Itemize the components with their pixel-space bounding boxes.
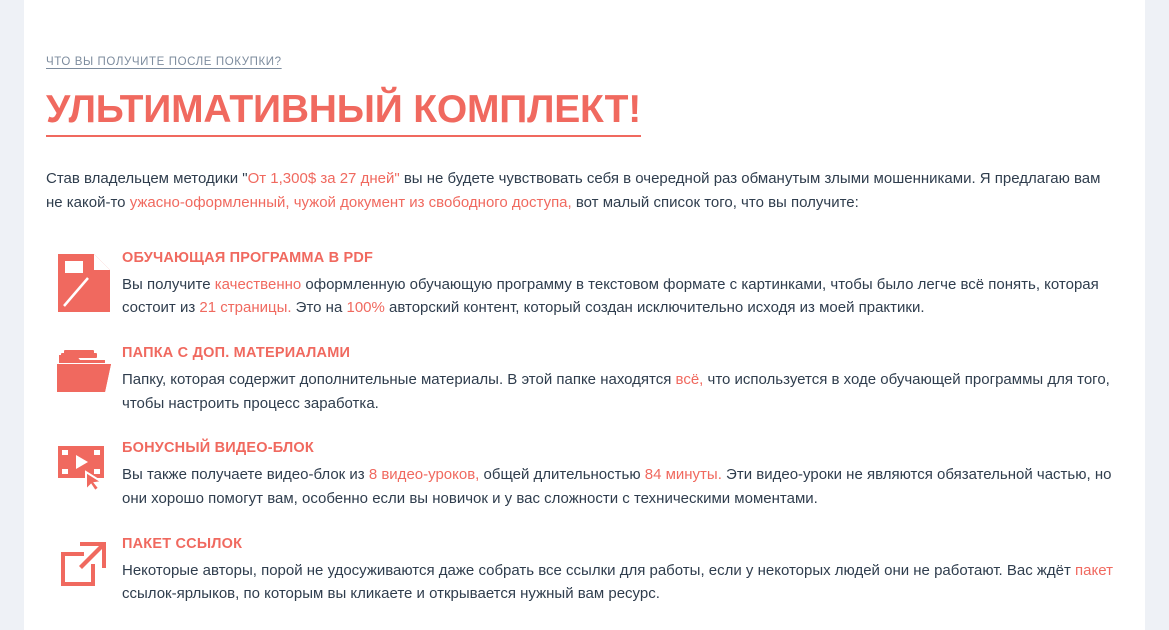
video-click-icon — [46, 440, 122, 492]
external-link-icon — [46, 536, 122, 590]
intro-part1: Став владельцем методики " — [46, 169, 248, 187]
intro-part3: вот малый список того, что вы получите: — [571, 194, 859, 212]
text-run: Некоторые авторы, порой не удосуживаются даже собрать все ссылки для работы, если у некоторых людей они не работают. Вас ждёт — [122, 561, 1076, 579]
pdf-document-icon — [46, 250, 122, 314]
right-decorative-rail — [1145, 0, 1169, 630]
intro-highlight-warning: ужасно-оформленный, чужой документ из свободного доступа, — [129, 194, 572, 212]
feature-text — [122, 559, 1115, 606]
feature-body — [122, 345, 1115, 415]
left-decorative-rail — [0, 0, 24, 630]
text-run: Вы получите — [122, 275, 215, 293]
feature-item — [46, 345, 1115, 415]
feature-body — [122, 536, 1115, 606]
feature-title: ОБУЧАЮЩАЯ ПРОГРАММА В PDF — [122, 249, 374, 266]
text-run: Это на — [291, 299, 347, 317]
text-run-highlight: 100% — [346, 299, 385, 317]
feature-text — [122, 368, 1115, 415]
page-title: УЛЬТИМАТИВНЫЙ КОМПЛЕКТ! — [46, 90, 641, 137]
text-run: ссылок-ярлыков, по которым вы кликаете и открывается нужный вам ресурс. — [122, 585, 660, 603]
text-run-highlight: качественно — [214, 275, 302, 293]
intro-highlight-price: От 1,300$ за 27 дней" — [247, 169, 400, 187]
feature-text — [122, 463, 1115, 510]
text-run: Эти видео-уроки не являются обязательной частью, но они хорошо помогут вам, особенно если вы новичок и у вас сложности с техническими моментами. — [122, 466, 1112, 507]
feature-title: ПАПКА С ДОП. МАТЕРИАЛАМИ — [122, 344, 351, 361]
text-run-highlight: 8 видео-уроков, — [368, 466, 480, 484]
features-list — [46, 250, 1115, 607]
feature-title: БОНУСНЫЙ ВИДЕО-БЛОК — [122, 440, 314, 457]
feature-item — [46, 440, 1115, 510]
intro-paragraph — [46, 167, 1115, 216]
text-run: общей длительностью — [479, 466, 645, 484]
text-run: оформленную обучающую программу в текстовом формате с картинками, чтобы было легче всё понять, которая состоит из — [122, 275, 1099, 317]
document-page — [24, 0, 1145, 630]
folder-icon — [46, 345, 122, 397]
text-run: Папку, которая содержит дополнительные материалы. В этой папке находятся — [122, 370, 676, 388]
feature-body — [122, 250, 1115, 320]
text-run-highlight: пакет — [1075, 561, 1113, 579]
text-run: Вы также получаете видео-блок из — [122, 466, 369, 484]
text-run: что используется в ходе обучающей программы для того, чтобы настроить процесс заработка. — [122, 370, 1110, 412]
feature-title: ПАКЕТ ССЫЛОК — [122, 535, 243, 552]
text-run-highlight: 21 страницы. — [199, 299, 292, 317]
feature-text — [122, 273, 1115, 320]
feature-item — [46, 250, 1115, 320]
eyebrow-question: ЧТО ВЫ ПОЛУЧИТЕ ПОСЛЕ ПОКУПКИ? — [46, 56, 282, 68]
feature-item — [46, 536, 1115, 606]
text-run: авторский контент, который создан исключительно исходя из моей практики. — [384, 299, 925, 317]
intro-part2: вы не будете чувствовать себя в очередной раз обманутым злыми мошенниками. Я предлагаю вам не какой-то — [46, 169, 1101, 212]
feature-body — [122, 440, 1115, 510]
text-run-highlight: всё, — [675, 370, 704, 388]
text-run-highlight: 84 минуты. — [644, 466, 722, 484]
